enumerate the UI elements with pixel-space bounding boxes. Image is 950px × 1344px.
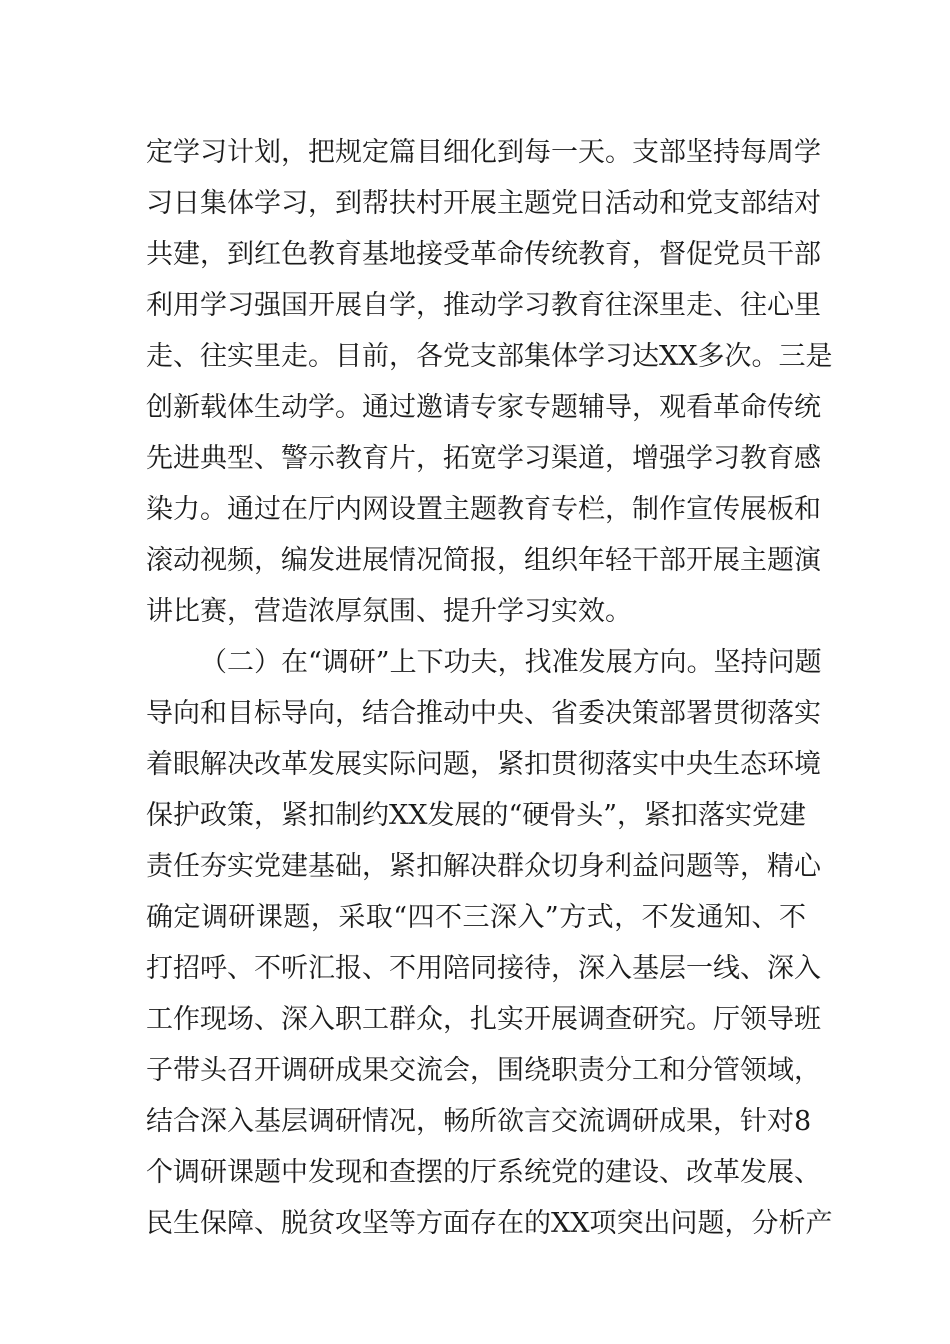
text-line: 民生保障、脱贫攻坚等方面存在的XX项突出问题，分析产	[146, 1208, 833, 1239]
text-line: 责任夯实党建基础，紧扣解决群众切身利益问题等，精心	[146, 851, 821, 882]
text-line: 个调研课题中发现和查摆的厅系统党的建设、改革发展、	[146, 1157, 821, 1188]
text-line: 着眼解决改革发展实际问题，紧扣贯彻落实中央生态环境	[146, 749, 821, 780]
text-line: 保护政策，紧扣制约XX发展的“硬骨头”，紧扣落实党建	[146, 800, 807, 831]
text-line: 工作现场、深入职工群众，扎实开展调查研究。厅领导班	[146, 1004, 821, 1035]
text-line: 结合深入基层调研情况，畅所欲言交流调研成果，针对8	[146, 1106, 812, 1137]
text-line: 共建，到红色教育基地接受革命传统教育，督促党员干部	[146, 239, 821, 270]
text-line: 创新载体生动学。通过邀请专家专题辅导，观看革命传统	[146, 392, 821, 423]
text-line: 滚动视频，编发进展情况简报，组织年轻干部开展主题演	[146, 545, 821, 576]
text-line: 打招呼、不听汇报、不用陪同接待，深入基层一线、深入	[146, 953, 821, 984]
text-line: 先进典型、警示教育片，拓宽学习渠道，增强学习教育感	[146, 443, 821, 474]
text-line: 导向和目标导向，结合推动中央、省委决策部署贯彻落实	[146, 698, 821, 729]
text-line: 子带头召开调研成果交流会，围绕职责分工和分管领域，	[146, 1055, 821, 1086]
text-line: 确定调研课题，采取“四不三深入”方式，不发通知、不	[146, 902, 806, 933]
text-line: 染力。通过在厅内网设置主题教育专栏，制作宣传展板和	[146, 494, 821, 525]
body-text	[146, 127, 833, 1249]
section-heading-line: （二）在“调研”上下功夫，找准发展方向。坚持问题	[200, 647, 822, 678]
text-line: 利用学习强国开展自学，推动学习教育往深里走、往心里	[146, 290, 821, 321]
text-line: 习日集体学习，到帮扶村开展主题党日活动和党支部结对	[146, 188, 821, 219]
text-line: 讲比赛，营造浓厚氛围、提升学习实效。	[146, 596, 632, 627]
text-line: 走、往实里走。目前，各党支部集体学习达XX多次。三是	[146, 341, 833, 372]
text-line: 定学习计划，把规定篇目细化到每一天。支部坚持每周学	[146, 137, 821, 168]
